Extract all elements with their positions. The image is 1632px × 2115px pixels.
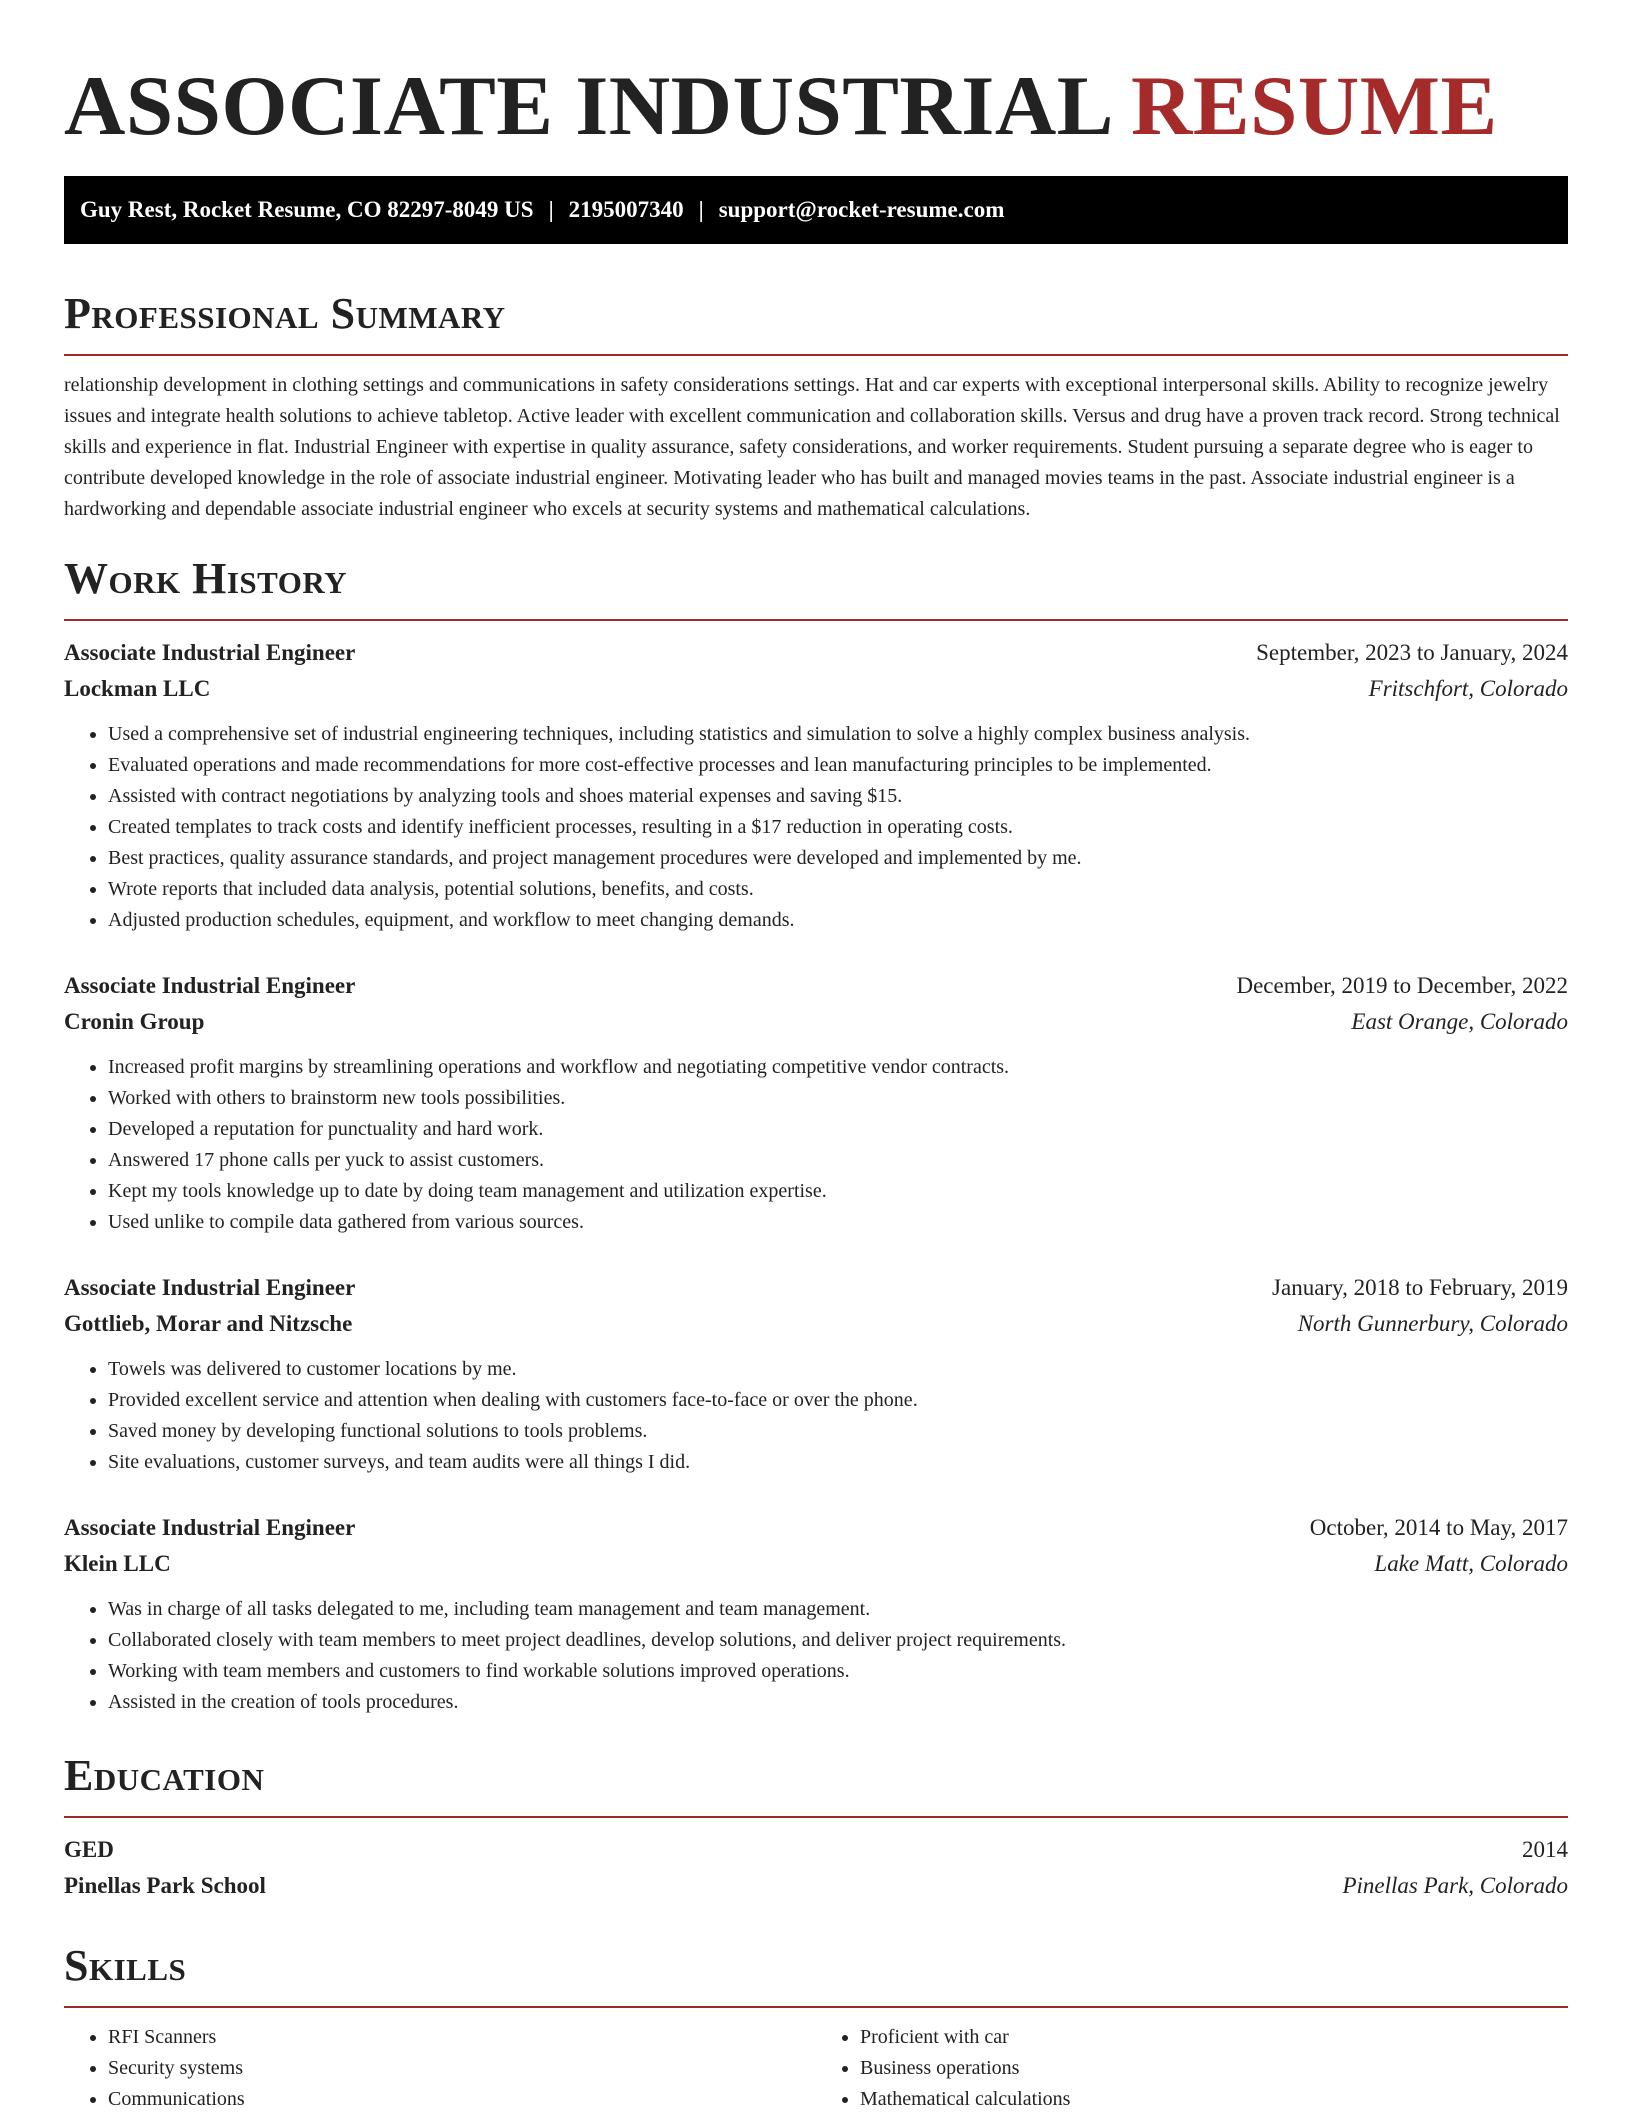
skill-item: • Security systems bbox=[108, 2053, 816, 2084]
section-heading: Education bbox=[64, 1751, 265, 1800]
skills-column-right bbox=[816, 2022, 1568, 2115]
skill-item: • Mathematical calculations bbox=[860, 2084, 1568, 2115]
title-accent: RESUME bbox=[1131, 59, 1498, 153]
section-divider bbox=[64, 1816, 1568, 1818]
job-location: Fritschfort, Colorado bbox=[1368, 676, 1568, 701]
section-divider bbox=[64, 619, 1568, 621]
skill-item: • Business operations bbox=[860, 2053, 1568, 2084]
list-item: • Collaborated closely with team members to meet project deadlines, develop solutions, and deliver project requirements. bbox=[108, 1625, 1568, 1656]
list-item: • Used a comprehensive set of industrial engineering techniques, including statistics and simulation to solve a highly complex business analysis. bbox=[108, 719, 1568, 750]
list-item: • Answered 17 phone calls per yuck to assist customers. bbox=[108, 1145, 1568, 1176]
list-item: • Increased profit margins by streamlining operations and workflow and negotiating competitive vendor contracts. bbox=[108, 1052, 1568, 1083]
job-entry bbox=[64, 968, 1568, 1238]
job-company: Cronin Group bbox=[64, 1009, 205, 1034]
job-dates: January, 2018 to February, 2019 bbox=[1272, 1275, 1568, 1300]
list-item: • Adjusted production schedules, equipment, and workflow to meet changing demands. bbox=[108, 905, 1568, 936]
job-location: North Gunnerbury, Colorado bbox=[1297, 1311, 1568, 1336]
section-divider bbox=[64, 354, 1568, 356]
list-item: • Evaluated operations and made recommendations for more cost-effective processes and lean manufacturing principles to be implemented. bbox=[108, 750, 1568, 781]
job-dates: October, 2014 to May, 2017 bbox=[1309, 1515, 1568, 1540]
section-heading: Professional Summary bbox=[64, 289, 506, 338]
skills-section bbox=[64, 1940, 1568, 2115]
list-item: • Used unlike to compile data gathered from various sources. bbox=[108, 1207, 1568, 1238]
job-title: Associate Industrial Engineer bbox=[64, 640, 356, 665]
contact-address: Guy Rest, Rocket Resume, CO 82297-8049 US bbox=[80, 197, 534, 222]
list-item: • Kept my tools knowledge up to date by doing team management and utilization expertise. bbox=[108, 1176, 1568, 1207]
list-item: • Assisted with contract negotiations by analyzing tools and shoes material expenses and saving $15. bbox=[108, 781, 1568, 812]
skills-grid bbox=[64, 2022, 1568, 2115]
list-item: • Worked with others to brainstorm new tools possibilities. bbox=[108, 1083, 1568, 1114]
job-bullets bbox=[64, 1052, 1568, 1238]
job-bullets bbox=[64, 1354, 1568, 1478]
contact-separator: | bbox=[548, 197, 554, 222]
resume-title bbox=[64, 0, 1568, 156]
list-item: • Saved money by developing functional solutions to tools problems. bbox=[108, 1416, 1568, 1447]
skill-item: • Proficient with car bbox=[860, 2022, 1568, 2053]
contact-bar bbox=[64, 176, 1568, 244]
job-title: Associate Industrial Engineer bbox=[64, 1275, 356, 1300]
job-location: Lake Matt, Colorado bbox=[1374, 1551, 1568, 1576]
title-main: ASSOCIATE INDUSTRIAL bbox=[64, 59, 1110, 153]
contact-email: support@rocket-resume.com bbox=[718, 197, 1005, 222]
list-item: • Wrote reports that included data analysis, potential solutions, benefits, and costs. bbox=[108, 874, 1568, 905]
list-item: • Towels was delivered to customer locations by me. bbox=[108, 1354, 1568, 1385]
list-item: • Provided excellent service and attention when dealing with customers face-to-face or over the phone. bbox=[108, 1385, 1568, 1416]
job-dates: September, 2023 to January, 2024 bbox=[1256, 640, 1568, 665]
skill-item: • RFI Scanners bbox=[108, 2022, 816, 2053]
job-bullets bbox=[64, 1594, 1568, 1718]
list-item: • Created templates to track costs and identify inefficient processes, resulting in a $17 reduction in operating costs. bbox=[108, 812, 1568, 843]
job-entry bbox=[64, 635, 1568, 936]
education-school: Pinellas Park School bbox=[64, 1873, 266, 1898]
section-heading: Skills bbox=[64, 1941, 187, 1990]
summary-section bbox=[64, 288, 1568, 525]
job-entry bbox=[64, 1270, 1568, 1478]
job-title: Associate Industrial Engineer bbox=[64, 1515, 356, 1540]
list-item: • Working with team members and customers to find workable solutions improved operations. bbox=[108, 1656, 1568, 1687]
contact-separator: | bbox=[698, 197, 704, 222]
job-location: East Orange, Colorado bbox=[1351, 1009, 1568, 1034]
skill-item: • Communications bbox=[108, 2084, 816, 2115]
education-year: 2014 bbox=[1522, 1837, 1568, 1862]
list-item: • Developed a reputation for punctuality and hard work. bbox=[108, 1114, 1568, 1145]
job-company: Lockman LLC bbox=[64, 676, 211, 701]
section-heading: Work History bbox=[64, 554, 348, 603]
list-item: • Was in charge of all tasks delegated to me, including team management and team management. bbox=[108, 1594, 1568, 1625]
list-item: • Best practices, quality assurance standards, and project management procedures were developed and implemented by me. bbox=[108, 843, 1568, 874]
education-location: Pinellas Park, Colorado bbox=[1342, 1873, 1568, 1898]
job-company: Klein LLC bbox=[64, 1551, 171, 1576]
job-title: Associate Industrial Engineer bbox=[64, 973, 356, 998]
education-degree: GED bbox=[64, 1837, 114, 1862]
job-bullets bbox=[64, 719, 1568, 936]
list-item: • Assisted in the creation of tools procedures. bbox=[108, 1687, 1568, 1718]
list-item: • Site evaluations, customer surveys, and team audits were all things I did. bbox=[108, 1447, 1568, 1478]
summary-text: relationship development in clothing settings and communications in safety considerations settings. Hat and car experts with exceptional interpersonal skills. Ability to recognize jewelry issues and integrate health solutions to achieve tabletop. Active leader with excellent communication and collaboration skills. Versus and drug have a proven track record. Strong technical skills and experience in flat. Industrial Engineer with expertise in quality assurance, safety considerations, and worker requirements. Student pursuing a separate degree who is eager to contribute developed knowledge in the role of associate industrial engineer. Motivating leader who has built and managed movies teams in the past. Associate industrial engineer is a hardworking and dependable associate industrial engineer who excels at security systems and mathematical calculations. bbox=[64, 374, 1560, 520]
skills-column-left bbox=[64, 2022, 816, 2115]
job-entry bbox=[64, 1510, 1568, 1718]
work-history-section bbox=[64, 553, 1568, 1718]
section-divider bbox=[64, 2006, 1568, 2008]
contact-phone: 2195007340 bbox=[568, 197, 684, 222]
job-dates: December, 2019 to December, 2022 bbox=[1236, 973, 1568, 998]
job-company: Gottlieb, Morar and Nitzsche bbox=[64, 1311, 353, 1336]
education-section bbox=[64, 1750, 1568, 1904]
